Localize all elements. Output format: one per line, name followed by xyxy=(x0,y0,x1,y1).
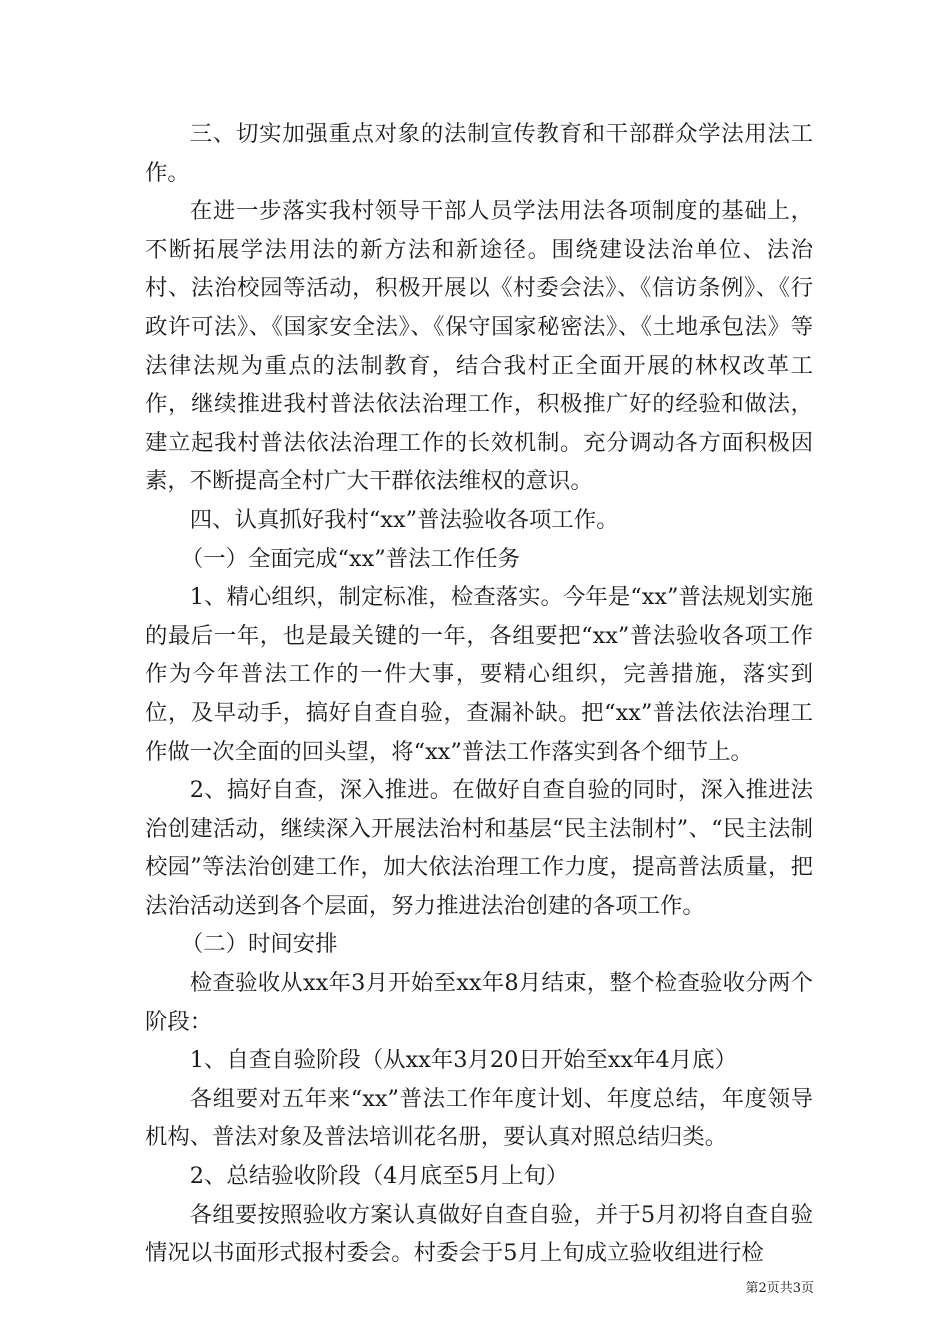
body-paragraph: 在进一步落实我村领导干部人员学法用法各项制度的基础上，不断拓展学法用法的新方法和新途径。围绕建设法治单位、法治村、法治校园等活动，积极开展以《村委会法》、《信访条例》、《行政许可法》、《国家安全法》、《保守国家秘密法》、《土地承包法》等法律法规为重点的法制教育，结合我村正全面开展的林权改革工作，继续推进我村普法依法治理工作，积极推广好的经验和做法，建立起我村普法依法治理工作的长效机制。充分调动各方面积极因素，不断提高全村广大干群依法维权的意识。 xyxy=(145,198,813,495)
page-number: 第2页共3页 xyxy=(745,1281,814,1296)
section-heading-three: 三、切实加强重点对象的法制宣传教育和干部群众学法用法工作。 xyxy=(145,121,813,186)
body-paragraph-stage-2: 各组要按照验收方案认真做好自查自验，并于5月初将自查自验情况以书面形式报村委会。村委会于5月上旬成立验收组进行检 xyxy=(145,1201,813,1267)
section-heading-four: 四、认真抓好我村“xx”普法验收各项工作。 xyxy=(189,506,619,533)
body-paragraph-schedule: 检查验收从xx年3月开始至xx年8月结束，整个检查验收分两个阶段： xyxy=(145,970,813,1035)
body-paragraph-item-1: 1、精心组织，制定标准，检查落实。今年是“xx”普法规划实施的最后一年，也是最关键的一年，各组要把“xx”普法验收各项工作作为今年普法工作的一件大事，要精心组织，完善措施，落实到位，及早动手，搞好自查自验，查漏补缺。把“xx”普法依法治理工作做一次全面的回头望，将“xx”普法工作落实到各个细节上。 xyxy=(145,584,813,765)
subsection-heading-one: （一）全面完成“xx”普法工作任务 xyxy=(180,545,521,572)
body-paragraph-stage-1: 各组要对五年来“xx”普法工作年度计划、年度总结，年度领导机构、普法对象及普法培训花名册，要认真对照总结归类。 xyxy=(145,1085,813,1151)
stage-heading-2: 2、总结验收阶段（4月底至5月上旬） xyxy=(189,1163,569,1190)
body-paragraph-item-2: 2、搞好自查，深入推进。在做好自查自验的同时，深入推进法治创建活动，继续深入开展法治村和基层“民主法制村”、“民主法制校园”等法治创建工作，加大依法治理工作力度，提高普法质量，把法治活动送到各个层面，努力推进法治创建的各项工作。 xyxy=(145,777,813,919)
document-body xyxy=(145,115,813,1273)
stage-heading-1: 1、自查自验阶段（从xx年3月20日开始至xx年4月底） xyxy=(189,1047,737,1074)
subsection-heading-two: （二）时间安排 xyxy=(180,931,338,958)
